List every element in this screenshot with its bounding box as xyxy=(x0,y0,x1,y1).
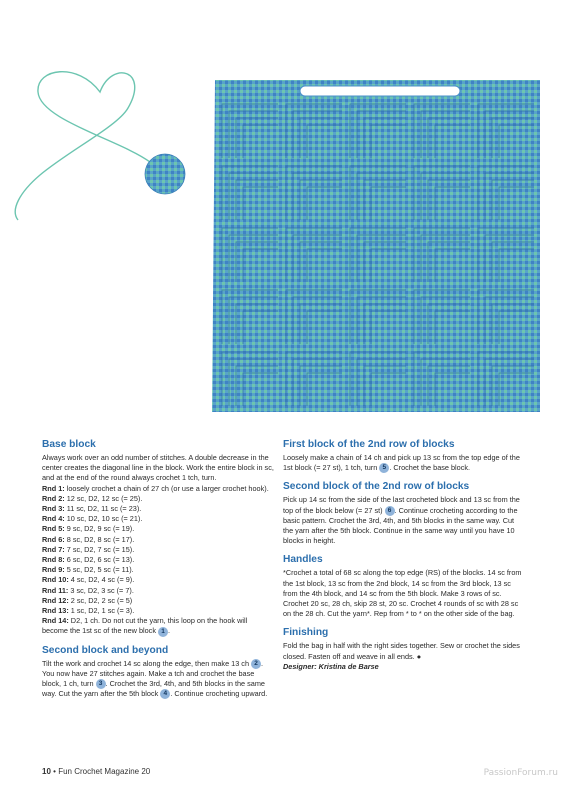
step-badge-6: 6 xyxy=(385,506,395,516)
step-badge-3: 3 xyxy=(96,679,106,689)
round-label: Rnd 1: xyxy=(42,483,65,493)
designer-credit: Designer: Kristina de Barse xyxy=(283,661,379,671)
bag-handle-opening xyxy=(300,86,460,96)
watermark: PassionForum.ru xyxy=(483,768,558,778)
first-block-2nd-text-1: Loosely make a chain of 14 ch and pick up 13 sc from the top edge of the 1st block (= 27 st), 1 tch, turn xyxy=(283,453,520,473)
section-title-handles: Handles xyxy=(283,554,323,566)
magazine-name: Fun Crochet Magazine 20 xyxy=(58,767,151,776)
round-text: 10 sc, D2, 10 sc (= 21). xyxy=(64,514,143,524)
round-row xyxy=(42,504,274,514)
round-14-end: . xyxy=(168,626,171,636)
first-block-2nd-text-2: . Crochet the base block. xyxy=(389,463,471,473)
round-text: 6 sc, D2, 6 sc (= 13). xyxy=(64,555,135,565)
round-row xyxy=(42,565,274,575)
round-row xyxy=(42,575,274,585)
round-label: Rnd 12: xyxy=(42,595,69,605)
end-mark-icon: ● xyxy=(416,651,422,661)
section-title-second-block: Second block and beyond xyxy=(42,644,169,656)
round-row xyxy=(42,596,274,606)
round-list xyxy=(42,484,274,617)
round-label: Rnd 9: xyxy=(42,565,65,575)
second-block-2nd-row-text xyxy=(283,495,523,546)
step-badge-4: 4 xyxy=(160,689,170,699)
round-label: Rnd 8: xyxy=(42,555,65,565)
first-block-2nd-row-text xyxy=(283,453,523,473)
round-row xyxy=(42,524,274,534)
round-text: 1 sc, D2, 1 sc (= 3). xyxy=(68,606,135,616)
round-label: Rnd 3: xyxy=(42,504,65,514)
round-text: 2 sc, D2, 2 sc (= 5) xyxy=(68,595,133,605)
step-badge-5: 5 xyxy=(379,463,389,473)
right-column xyxy=(283,438,523,672)
handles-text: *Crochet a total of 68 sc along the top edge (RS) of the blocks. 14 sc from the 1st block, 13 sc from the 2nd block, 14 sc from the 3rd block, 13 sc from the 4th block, and 14 sc from the 5th block. Make 3 rows of sc. Crochet 20 sc, 28 ch, skip 28 st, 20 sc. Crochet 4 rounds of sc with 28 sc on the 28 ch. Cut the yarn*. Rep from * to * on the other side of the bag. xyxy=(283,568,522,619)
round-text: 11 sc, D2, 11 sc (= 23). xyxy=(64,504,142,514)
round-label: Rnd 13: xyxy=(42,606,69,616)
base-block-intro: Always work over an odd number of stitches. A double decrease in the center creates the diagonal line in the block. Work the entire block in sc, and at the end of the round always crochet 1 tch, turn. xyxy=(42,453,274,483)
round-row xyxy=(42,494,274,504)
second-block-2nd-text-1: Pick up 14 sc from the side of the last crocheted block and 13 sc from the top of the block below (= 27 st) xyxy=(283,495,520,515)
round-text: 7 sc, D2, 7 sc (= 15). xyxy=(64,544,135,554)
step-badge-1: 1 xyxy=(158,627,168,637)
round-14-text: D2, 1 ch. Do not cut the yarn, this loop on the hook will become the 1st sc of the new block xyxy=(42,616,248,636)
round-14 xyxy=(42,616,274,636)
section-title-second-block-2nd-row: Second block of the 2nd row of blocks xyxy=(283,481,470,493)
second-block-text-3: . Crochet the 3rd, 4th, and 5th blocks in the same way. Cut the yarn after the 5th block xyxy=(42,679,265,699)
heart-yarn-strand xyxy=(15,72,150,220)
second-block-text-1: Tilt the work and crochet 14 sc along the edge, then make 13 ch xyxy=(42,658,250,668)
round-label: Rnd 5: xyxy=(42,524,65,534)
round-row xyxy=(42,606,274,616)
footer-bullet: • xyxy=(53,767,56,776)
page-number: 10 xyxy=(42,767,51,776)
round-row xyxy=(42,545,274,555)
round-row xyxy=(42,514,274,524)
round-text: 5 sc, D2, 5 sc (= 11). xyxy=(64,565,134,575)
page-footer xyxy=(42,767,150,776)
round-label: Rnd 2: xyxy=(42,493,65,503)
finishing-text xyxy=(283,641,523,661)
round-row xyxy=(42,555,274,565)
finishing-text-body: Fold the bag in half with the right sides together. Sew or crochet the sides closed. Fasten off and weave in all ends. xyxy=(283,641,520,661)
round-label: Rnd 7: xyxy=(42,544,65,554)
round-row xyxy=(42,586,274,596)
step-badge-2: 2 xyxy=(251,659,261,669)
round-14-label: Rnd 14: xyxy=(42,616,69,626)
round-label: Rnd 11: xyxy=(42,585,69,595)
round-row xyxy=(42,535,274,545)
section-title-first-block-2nd-row: First block of the 2nd row of blocks xyxy=(283,439,455,450)
yarn-ball xyxy=(145,154,185,194)
left-column xyxy=(42,438,274,699)
round-text: 12 sc, D2, 12 sc (= 25). xyxy=(64,493,143,503)
section-title-base-block: Base block xyxy=(42,439,96,450)
second-block-text xyxy=(42,659,274,700)
round-text: 4 sc, D2, 4 sc (= 9). xyxy=(68,575,135,585)
crocheted-bag xyxy=(212,80,540,412)
round-text: 3 sc, D2, 3 sc (= 7). xyxy=(68,585,134,595)
round-label: Rnd 4: xyxy=(42,514,65,524)
round-row xyxy=(42,484,274,494)
round-text: 8 sc, D2, 8 sc (= 17). xyxy=(64,534,135,544)
second-block-text-4: . Continue crocheting upward. xyxy=(170,689,268,699)
round-label: Rnd 10: xyxy=(42,575,69,585)
second-block-text-2: . You now have 27 stitches again. Make a tch and crochet the base block, 1 ch, turn xyxy=(42,658,264,689)
round-label: Rnd 6: xyxy=(42,534,65,544)
round-text: loosely crochet a chain of 27 ch (or use a larger crochet hook). xyxy=(64,483,269,493)
section-title-finishing: Finishing xyxy=(283,627,329,639)
second-block-2nd-text-2: . Continue crocheting according to the basic pattern. Crochet the 3rd, 4th, and 5th blocks in the same way. Cut the yarn after the 5th block. Continue in the same way until you have 10 blocks in height. xyxy=(283,505,518,546)
round-text: 9 sc, D2, 9 sc (= 19). xyxy=(64,524,135,534)
